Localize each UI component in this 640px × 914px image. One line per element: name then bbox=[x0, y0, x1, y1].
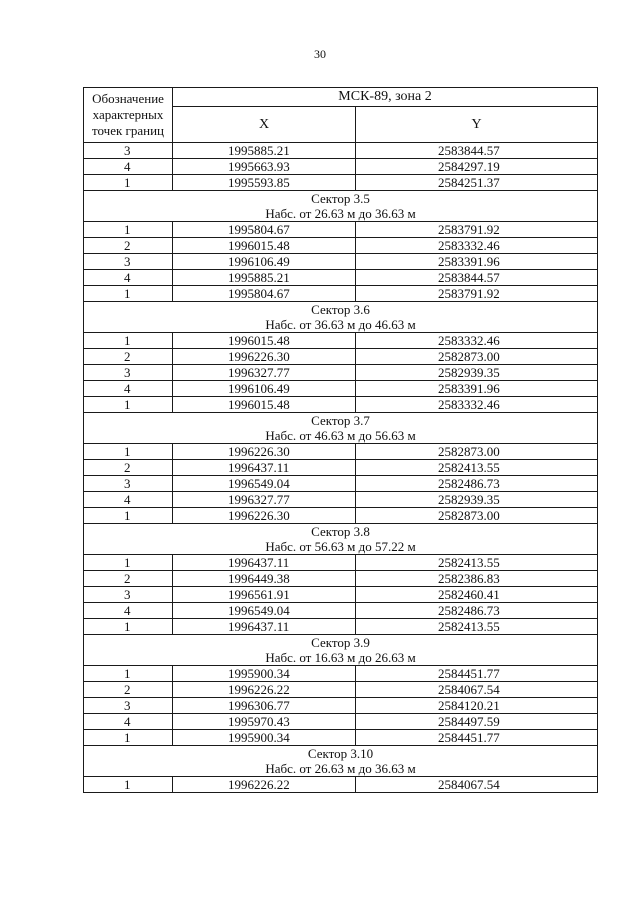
table-row bbox=[84, 555, 598, 571]
y-coordinate-cell: 2583332.46 bbox=[356, 238, 598, 254]
point-id-cell: 3 bbox=[84, 365, 173, 381]
sector-header-row bbox=[84, 191, 598, 222]
point-id-cell: 2 bbox=[84, 238, 173, 254]
x-coordinate-cell: 1996226.30 bbox=[173, 349, 356, 365]
y-coordinate-cell: 2582486.73 bbox=[356, 476, 598, 492]
sector-elevation-range: Набс. от 26.63 м до 36.63 м bbox=[265, 206, 416, 221]
table-row bbox=[84, 619, 598, 635]
sector-elevation-range: Набс. от 46.63 м до 56.63 м bbox=[265, 428, 416, 443]
point-id-cell: 3 bbox=[84, 143, 173, 159]
y-coordinate-cell: 2583791.92 bbox=[356, 222, 598, 238]
y-coordinate-cell: 2584067.54 bbox=[356, 777, 598, 793]
x-coordinate-cell: 1996015.48 bbox=[173, 238, 356, 254]
x-coordinate-cell: 1996561.91 bbox=[173, 587, 356, 603]
x-coordinate-cell: 1996015.48 bbox=[173, 333, 356, 349]
sector-header bbox=[84, 191, 598, 222]
table-row bbox=[84, 159, 598, 175]
sector-header-row bbox=[84, 635, 598, 666]
y-coordinate-cell: 2584297.19 bbox=[356, 159, 598, 175]
point-id-cell: 2 bbox=[84, 571, 173, 587]
point-id-cell: 4 bbox=[84, 492, 173, 508]
sector-elevation-range: Набс. от 16.63 м до 26.63 м bbox=[265, 650, 416, 665]
point-id-cell: 3 bbox=[84, 587, 173, 603]
point-label-line-1: Обозначение bbox=[92, 91, 164, 106]
sector-header bbox=[84, 635, 598, 666]
point-id-cell: 3 bbox=[84, 698, 173, 714]
point-id-cell: 4 bbox=[84, 381, 173, 397]
x-coordinate-cell: 1996449.38 bbox=[173, 571, 356, 587]
y-coordinate-cell: 2583844.57 bbox=[356, 270, 598, 286]
y-coordinate-cell: 2582413.55 bbox=[356, 555, 598, 571]
point-id-cell: 1 bbox=[84, 777, 173, 793]
sector-header bbox=[84, 524, 598, 555]
point-id-cell: 1 bbox=[84, 555, 173, 571]
x-coordinate-cell: 1996437.11 bbox=[173, 460, 356, 476]
header-row-system bbox=[84, 88, 598, 107]
x-coordinate-cell: 1996226.22 bbox=[173, 682, 356, 698]
x-coordinate-cell: 1996549.04 bbox=[173, 476, 356, 492]
point-id-cell: 1 bbox=[84, 286, 173, 302]
table-row bbox=[84, 603, 598, 619]
table-row bbox=[84, 254, 598, 270]
point-id-cell: 3 bbox=[84, 254, 173, 270]
point-id-cell: 1 bbox=[84, 730, 173, 746]
table-row bbox=[84, 587, 598, 603]
x-coordinate-cell: 1995970.43 bbox=[173, 714, 356, 730]
y-coordinate-cell: 2583332.46 bbox=[356, 333, 598, 349]
table-row bbox=[84, 286, 598, 302]
y-coordinate-cell: 2582939.35 bbox=[356, 365, 598, 381]
point-id-cell: 1 bbox=[84, 666, 173, 682]
point-id-cell: 4 bbox=[84, 159, 173, 175]
sector-header bbox=[84, 746, 598, 777]
y-coordinate-cell: 2584251.37 bbox=[356, 175, 598, 191]
coordinate-system-header: МСК-89, зона 2 bbox=[173, 88, 598, 107]
y-coordinate-cell: 2582413.55 bbox=[356, 460, 598, 476]
table-row bbox=[84, 222, 598, 238]
table-row bbox=[84, 460, 598, 476]
sector-title: Сектор 3.5 bbox=[311, 191, 370, 206]
point-id-cell: 4 bbox=[84, 714, 173, 730]
point-id-cell: 1 bbox=[84, 333, 173, 349]
table-row bbox=[84, 714, 598, 730]
point-id-cell: 1 bbox=[84, 619, 173, 635]
point-id-cell: 4 bbox=[84, 603, 173, 619]
table-row bbox=[84, 730, 598, 746]
sector-header-row bbox=[84, 746, 598, 777]
point-id-cell: 4 bbox=[84, 270, 173, 286]
sector-elevation-range: Набс. от 56.63 м до 57.22 м bbox=[265, 539, 416, 554]
y-column-header: Y bbox=[356, 107, 598, 143]
x-coordinate-cell: 1995900.34 bbox=[173, 666, 356, 682]
sector-elevation-range: Набс. от 26.63 м до 36.63 м bbox=[265, 761, 416, 776]
table-row bbox=[84, 333, 598, 349]
point-label-line-2: характерных bbox=[92, 107, 164, 122]
table-row bbox=[84, 238, 598, 254]
y-coordinate-cell: 2584067.54 bbox=[356, 682, 598, 698]
x-coordinate-cell: 1995804.67 bbox=[173, 286, 356, 302]
table-body bbox=[84, 88, 598, 793]
x-coordinate-cell: 1996226.30 bbox=[173, 508, 356, 524]
y-coordinate-cell: 2582460.41 bbox=[356, 587, 598, 603]
sector-title: Сектор 3.6 bbox=[311, 302, 370, 317]
y-coordinate-cell: 2584497.59 bbox=[356, 714, 598, 730]
table-row bbox=[84, 492, 598, 508]
y-coordinate-cell: 2582413.55 bbox=[356, 619, 598, 635]
x-coordinate-cell: 1995663.93 bbox=[173, 159, 356, 175]
x-coordinate-cell: 1996015.48 bbox=[173, 397, 356, 413]
x-coordinate-cell: 1996306.77 bbox=[173, 698, 356, 714]
page-number: 30 bbox=[314, 47, 326, 61]
x-coordinate-cell: 1996327.77 bbox=[173, 365, 356, 381]
y-coordinate-cell: 2582939.35 bbox=[356, 492, 598, 508]
y-coordinate-cell: 2583844.57 bbox=[356, 143, 598, 159]
x-coordinate-cell: 1995885.21 bbox=[173, 270, 356, 286]
point-id-cell: 1 bbox=[84, 397, 173, 413]
point-id-cell: 2 bbox=[84, 460, 173, 476]
point-id-cell: 1 bbox=[84, 444, 173, 460]
y-coordinate-cell: 2584451.77 bbox=[356, 730, 598, 746]
y-coordinate-cell: 2583391.96 bbox=[356, 254, 598, 270]
sector-title: Сектор 3.9 bbox=[311, 635, 370, 650]
x-coordinate-cell: 1995885.21 bbox=[173, 143, 356, 159]
x-coordinate-cell: 1996327.77 bbox=[173, 492, 356, 508]
sector-title: Сектор 3.7 bbox=[311, 413, 370, 428]
table-row bbox=[84, 270, 598, 286]
point-label-line-3: точек границ bbox=[91, 123, 165, 138]
point-id-cell: 1 bbox=[84, 175, 173, 191]
point-id-cell: 3 bbox=[84, 476, 173, 492]
table-row bbox=[84, 365, 598, 381]
point-id-cell: 1 bbox=[84, 222, 173, 238]
sector-title: Сектор 3.10 bbox=[307, 746, 374, 761]
point-label-header bbox=[84, 88, 173, 143]
x-coordinate-cell: 1996437.11 bbox=[173, 619, 356, 635]
table-row bbox=[84, 349, 598, 365]
y-coordinate-cell: 2584120.21 bbox=[356, 698, 598, 714]
table-row bbox=[84, 143, 598, 159]
y-coordinate-cell: 2582873.00 bbox=[356, 444, 598, 460]
sector-title: Сектор 3.8 bbox=[311, 524, 370, 539]
y-coordinate-cell: 2583391.96 bbox=[356, 381, 598, 397]
x-coordinate-cell: 1995593.85 bbox=[173, 175, 356, 191]
x-coordinate-cell: 1996226.30 bbox=[173, 444, 356, 460]
table-row bbox=[84, 682, 598, 698]
table-row bbox=[84, 476, 598, 492]
x-coordinate-cell: 1996106.49 bbox=[173, 254, 356, 270]
point-id-cell: 1 bbox=[84, 508, 173, 524]
sector-header bbox=[84, 413, 598, 444]
sector-header bbox=[84, 302, 598, 333]
point-id-cell: 2 bbox=[84, 682, 173, 698]
y-coordinate-cell: 2583791.92 bbox=[356, 286, 598, 302]
x-coordinate-cell: 1996437.11 bbox=[173, 555, 356, 571]
boundary-coordinates-table bbox=[83, 87, 598, 793]
table-row bbox=[84, 508, 598, 524]
x-coordinate-cell: 1996549.04 bbox=[173, 603, 356, 619]
y-coordinate-cell: 2582873.00 bbox=[356, 508, 598, 524]
y-coordinate-cell: 2582486.73 bbox=[356, 603, 598, 619]
table-row bbox=[84, 175, 598, 191]
y-coordinate-cell: 2583332.46 bbox=[356, 397, 598, 413]
sector-header-row bbox=[84, 302, 598, 333]
table-row bbox=[84, 397, 598, 413]
table-row bbox=[84, 777, 598, 793]
table-row bbox=[84, 571, 598, 587]
sector-header-row bbox=[84, 413, 598, 444]
sector-elevation-range: Набс. от 36.63 м до 46.63 м bbox=[265, 317, 416, 332]
y-coordinate-cell: 2584451.77 bbox=[356, 666, 598, 682]
table-row bbox=[84, 381, 598, 397]
point-id-cell: 2 bbox=[84, 349, 173, 365]
table-row bbox=[84, 444, 598, 460]
x-coordinate-cell: 1995900.34 bbox=[173, 730, 356, 746]
table-row bbox=[84, 698, 598, 714]
x-coordinate-cell: 1996106.49 bbox=[173, 381, 356, 397]
y-coordinate-cell: 2582386.83 bbox=[356, 571, 598, 587]
y-coordinate-cell: 2582873.00 bbox=[356, 349, 598, 365]
table-row bbox=[84, 666, 598, 682]
x-coordinate-cell: 1995804.67 bbox=[173, 222, 356, 238]
sector-header-row bbox=[84, 524, 598, 555]
x-column-header: X bbox=[173, 107, 356, 143]
x-coordinate-cell: 1996226.22 bbox=[173, 777, 356, 793]
